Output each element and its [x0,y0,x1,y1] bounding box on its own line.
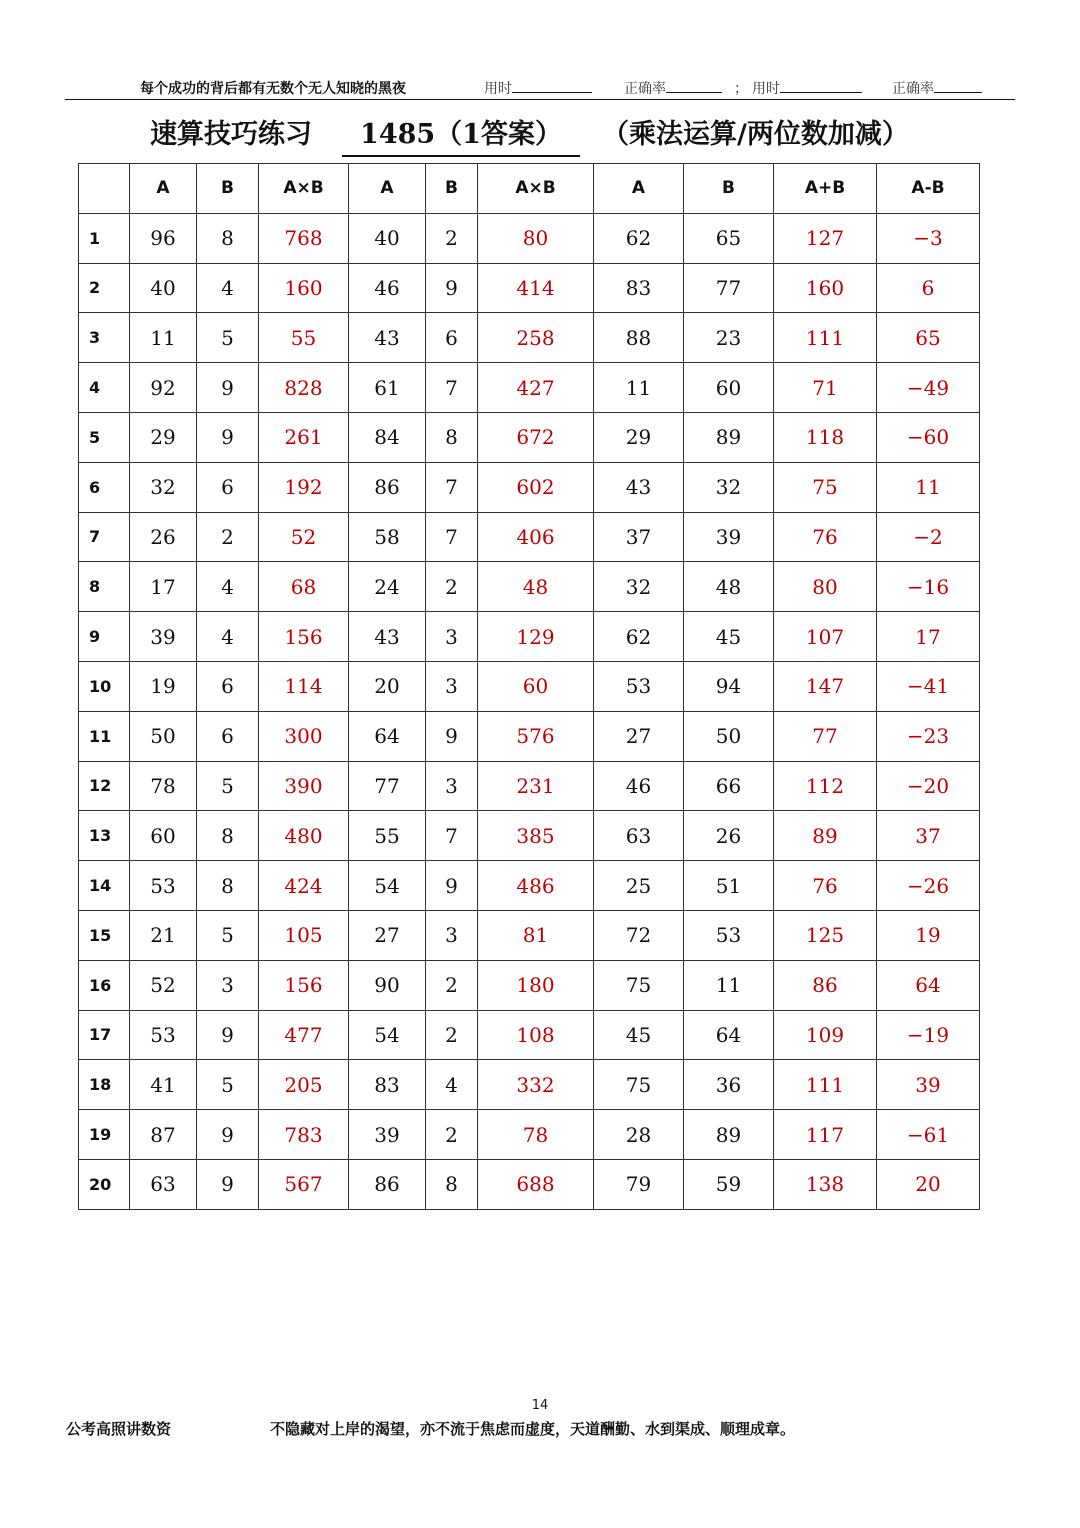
row-number: 10 [79,661,130,711]
answer-cell: 192 [259,462,349,512]
table-row [79,711,980,761]
row-number: 19 [79,1110,130,1160]
operand-cell: 19 [130,661,197,711]
operand-cell: 2 [197,512,259,562]
operand-cell: 59 [684,1159,774,1209]
answer-cell: 828 [259,363,349,413]
operand-cell: 45 [594,1010,684,1060]
operand-cell: 36 [684,1060,774,1110]
table-row [79,263,980,313]
answer-cell: 147 [774,661,877,711]
answer-cell: 77 [774,711,877,761]
row-number: 8 [79,562,130,612]
row-number: 11 [79,711,130,761]
operand-cell: 5 [197,313,259,363]
answer-cell: 406 [478,512,594,562]
answer-cell: 76 [774,861,877,911]
answer-cell: 76 [774,512,877,562]
answer-cell: 480 [259,811,349,861]
operand-cell: 64 [684,1010,774,1060]
operand-cell: 8 [426,1159,478,1209]
title-code: 1485（1答案） [342,112,580,157]
operand-cell: 87 [130,1110,197,1160]
operand-cell: 54 [349,861,426,911]
answer-cell: 688 [478,1159,594,1209]
operand-cell: 92 [130,363,197,413]
table-row [79,462,980,512]
operand-cell: 9 [426,861,478,911]
answer-cell: 127 [774,213,877,263]
accuracy-field-2 [892,78,982,98]
operand-cell: 4 [197,562,259,612]
time-field-2 [752,78,862,98]
operand-cell: 50 [130,711,197,761]
row-number: 17 [79,1010,130,1060]
header-cell: A+B [774,164,877,214]
operand-cell: 50 [684,711,774,761]
operand-cell: 43 [594,462,684,512]
answer-cell: 39 [877,1060,980,1110]
row-number: 9 [79,612,130,662]
operand-cell: 39 [349,1110,426,1160]
table-row [79,213,980,263]
answer-cell: 160 [774,263,877,313]
answer-cell: −20 [877,761,980,811]
answer-cell: 11 [877,462,980,512]
operand-cell: 86 [349,1159,426,1209]
operand-cell: 40 [130,263,197,313]
answer-cell: 783 [259,1110,349,1160]
operand-cell: 24 [349,562,426,612]
operand-cell: 3 [197,960,259,1010]
answer-cell: −3 [877,213,980,263]
answer-cell: 64 [877,960,980,1010]
row-number: 13 [79,811,130,861]
row-number: 14 [79,861,130,911]
operand-cell: 2 [426,213,478,263]
accuracy-label-2: 正确率 [892,81,934,97]
answer-cell: 576 [478,711,594,761]
answer-cell: 117 [774,1110,877,1160]
operand-cell: 32 [594,562,684,612]
operand-cell: 53 [684,910,774,960]
answer-cell: 108 [478,1010,594,1060]
table-row [79,1159,980,1209]
answer-cell: 129 [478,612,594,662]
header-cell-index [79,164,130,214]
answer-cell: 89 [774,811,877,861]
operand-cell: 43 [349,313,426,363]
answer-cell: 486 [478,861,594,911]
table-row [79,1110,980,1160]
operand-cell: 11 [594,363,684,413]
table-row [79,412,980,462]
operand-cell: 3 [426,761,478,811]
header-cell: A [349,164,426,214]
operand-cell: 9 [197,1159,259,1209]
row-number: 6 [79,462,130,512]
operand-cell: 83 [594,263,684,313]
operand-cell: 39 [684,512,774,562]
answer-cell: 75 [774,462,877,512]
operand-cell: 29 [594,412,684,462]
answer-cell: 567 [259,1159,349,1209]
operand-cell: 46 [594,761,684,811]
answer-cell: 180 [478,960,594,1010]
operand-cell: 5 [197,761,259,811]
operand-cell: 53 [130,861,197,911]
row-number: 12 [79,761,130,811]
operand-cell: 54 [349,1010,426,1060]
operand-cell: 88 [594,313,684,363]
answer-cell: 52 [259,512,349,562]
operand-cell: 51 [684,861,774,911]
operand-cell: 9 [426,263,478,313]
footer-slogan: 不隐藏对上岸的渴望，亦不流于焦虑而虚度，天道酬勤、水到渠成、顺理成章。 [270,1420,796,1438]
operand-cell: 2 [426,1110,478,1160]
header-bar [140,76,1020,100]
operand-cell: 58 [349,512,426,562]
operand-cell: 7 [426,811,478,861]
time-label-1: 用时 [484,81,512,97]
answer-cell: 71 [774,363,877,413]
operand-cell: 79 [594,1159,684,1209]
operand-cell: 63 [594,811,684,861]
operand-cell: 39 [130,612,197,662]
operand-cell: 48 [684,562,774,612]
operand-cell: 75 [594,960,684,1010]
table-row [79,910,980,960]
separator: ； [734,81,748,97]
header-cell: B [197,164,259,214]
answer-cell: 60 [478,661,594,711]
table-row [79,1010,980,1060]
operand-cell: 53 [130,1010,197,1060]
operand-cell: 25 [594,861,684,911]
accuracy-label-1: 正确率 [624,81,666,97]
operand-cell: 2 [426,960,478,1010]
operand-cell: 21 [130,910,197,960]
operand-cell: 53 [594,661,684,711]
answer-cell: 768 [259,213,349,263]
operand-cell: 9 [197,412,259,462]
accuracy-field-1 [624,78,722,98]
header-divider [65,99,1015,100]
answer-cell: 385 [478,811,594,861]
operand-cell: 32 [130,462,197,512]
title-main: 速算技巧练习 [150,119,312,150]
operand-cell: 6 [197,661,259,711]
footer-author: 公考高照讲数资 [66,1420,172,1438]
answer-cell: 48 [478,562,594,612]
header-cell: A×B [478,164,594,214]
answer-cell: −23 [877,711,980,761]
answer-cell: 390 [259,761,349,811]
answer-cell: 109 [774,1010,877,1060]
header-cell: A-B [877,164,980,214]
operand-cell: 60 [130,811,197,861]
operand-cell: 40 [349,213,426,263]
operand-cell: 9 [197,1010,259,1060]
answer-cell: −49 [877,363,980,413]
operand-cell: 6 [197,711,259,761]
operand-cell: 41 [130,1060,197,1110]
operand-cell: 96 [130,213,197,263]
operand-cell: 45 [684,612,774,662]
practice-table [78,163,980,1210]
operand-cell: 6 [197,462,259,512]
table-row [79,612,980,662]
answer-cell: 55 [259,313,349,363]
row-number: 7 [79,512,130,562]
answer-cell: 17 [877,612,980,662]
answer-cell: −60 [877,412,980,462]
header-cell: B [426,164,478,214]
answer-cell: 477 [259,1010,349,1060]
answer-cell: −2 [877,512,980,562]
operand-cell: 77 [684,263,774,313]
page-number: 14 [531,1398,549,1413]
table-header-row [79,164,980,214]
answer-cell: 118 [774,412,877,462]
operand-cell: 52 [130,960,197,1010]
answer-cell: 231 [478,761,594,811]
operand-cell: 28 [594,1110,684,1160]
answer-cell: 160 [259,263,349,313]
operand-cell: 66 [684,761,774,811]
time-field-1 [484,78,592,98]
operand-cell: 90 [349,960,426,1010]
time-blank-1[interactable] [512,78,592,93]
operand-cell: 8 [197,861,259,911]
answer-cell: 672 [478,412,594,462]
answer-cell: −26 [877,861,980,911]
operand-cell: 3 [426,910,478,960]
table-row [79,811,980,861]
table-body [79,213,980,1209]
operand-cell: 83 [349,1060,426,1110]
operand-cell: 64 [349,711,426,761]
answer-cell: 156 [259,960,349,1010]
table-row [79,313,980,363]
operand-cell: 72 [594,910,684,960]
time-blank-2[interactable] [780,78,862,93]
operand-cell: 32 [684,462,774,512]
header-cell: A [594,164,684,214]
answer-cell: 107 [774,612,877,662]
answer-cell: 261 [259,412,349,462]
answer-cell: 65 [877,313,980,363]
operand-cell: 3 [426,612,478,662]
operand-cell: 2 [426,562,478,612]
operand-cell: 65 [684,213,774,263]
operand-cell: 4 [197,612,259,662]
operand-cell: 89 [684,1110,774,1160]
operand-cell: 9 [426,711,478,761]
answer-cell: 111 [774,313,877,363]
operand-cell: 43 [349,612,426,662]
operand-cell: 7 [426,363,478,413]
operand-cell: 61 [349,363,426,413]
answer-cell: 125 [774,910,877,960]
accuracy-blank-2[interactable] [934,78,982,93]
table-row [79,1060,980,1110]
operand-cell: 26 [684,811,774,861]
answer-cell: −16 [877,562,980,612]
row-number: 18 [79,1060,130,1110]
answer-cell: 68 [259,562,349,612]
answer-cell: 6 [877,263,980,313]
operand-cell: 8 [426,412,478,462]
operand-cell: 9 [197,1110,259,1160]
answer-cell: 424 [259,861,349,911]
answer-cell: 156 [259,612,349,662]
operand-cell: 46 [349,263,426,313]
answer-cell: 427 [478,363,594,413]
answer-cell: −19 [877,1010,980,1060]
operand-cell: 23 [684,313,774,363]
operand-cell: 37 [594,512,684,562]
operand-cell: 77 [349,761,426,811]
row-number: 3 [79,313,130,363]
row-number: 1 [79,213,130,263]
operand-cell: 27 [349,910,426,960]
table-row [79,861,980,911]
answer-cell: 258 [478,313,594,363]
accuracy-blank-1[interactable] [666,78,722,93]
operand-cell: 55 [349,811,426,861]
operand-cell: 2 [426,1010,478,1060]
operand-cell: 62 [594,213,684,263]
operand-cell: 4 [197,263,259,313]
operand-cell: 27 [594,711,684,761]
operand-cell: 5 [197,910,259,960]
operand-cell: 11 [130,313,197,363]
operand-cell: 26 [130,512,197,562]
operand-cell: 89 [684,412,774,462]
time-label-2: 用时 [752,81,780,97]
answer-cell: 80 [478,213,594,263]
table-row [79,512,980,562]
operand-cell: 86 [349,462,426,512]
operand-cell: 7 [426,512,478,562]
table-row [79,363,980,413]
row-number: 2 [79,263,130,313]
header-cell: B [684,164,774,214]
operand-cell: 9 [197,363,259,413]
answer-cell: 19 [877,910,980,960]
answer-cell: −41 [877,661,980,711]
operand-cell: 8 [197,811,259,861]
answer-cell: 78 [478,1110,594,1160]
answer-cell: 602 [478,462,594,512]
operand-cell: 78 [130,761,197,811]
operand-cell: 29 [130,412,197,462]
answer-cell: 111 [774,1060,877,1110]
operand-cell: 3 [426,661,478,711]
answer-cell: 332 [478,1060,594,1110]
header-cell: A×B [259,164,349,214]
operand-cell: 63 [130,1159,197,1209]
answer-cell: 300 [259,711,349,761]
operand-cell: 75 [594,1060,684,1110]
table-row [79,661,980,711]
answer-cell: 112 [774,761,877,811]
row-number: 4 [79,363,130,413]
operand-cell: 20 [349,661,426,711]
operand-cell: 62 [594,612,684,662]
table-row [79,562,980,612]
operand-cell: 6 [426,313,478,363]
answer-cell: 114 [259,661,349,711]
operand-cell: 11 [684,960,774,1010]
table-row [79,960,980,1010]
row-number: 16 [79,960,130,1010]
answer-cell: 86 [774,960,877,1010]
operand-cell: 7 [426,462,478,512]
answer-cell: 20 [877,1159,980,1209]
title-subtitle: （乘法运算/两位数加减） [602,119,909,150]
operand-cell: 84 [349,412,426,462]
operand-cell: 60 [684,363,774,413]
answer-cell: 81 [478,910,594,960]
answer-cell: 138 [774,1159,877,1209]
operand-cell: 4 [426,1060,478,1110]
answer-cell: 105 [259,910,349,960]
operand-cell: 17 [130,562,197,612]
answer-cell: −61 [877,1110,980,1160]
operand-cell: 5 [197,1060,259,1110]
header-motto: 每个成功的背后都有无数个无人知晓的黑夜 [140,81,406,97]
header-cell: A [130,164,197,214]
operand-cell: 8 [197,213,259,263]
table-row [79,761,980,811]
row-number: 5 [79,412,130,462]
operand-cell: 94 [684,661,774,711]
answer-cell: 80 [774,562,877,612]
row-number: 20 [79,1159,130,1209]
row-number: 15 [79,910,130,960]
answer-cell: 37 [877,811,980,861]
answer-cell: 414 [478,263,594,313]
answer-cell: 205 [259,1060,349,1110]
